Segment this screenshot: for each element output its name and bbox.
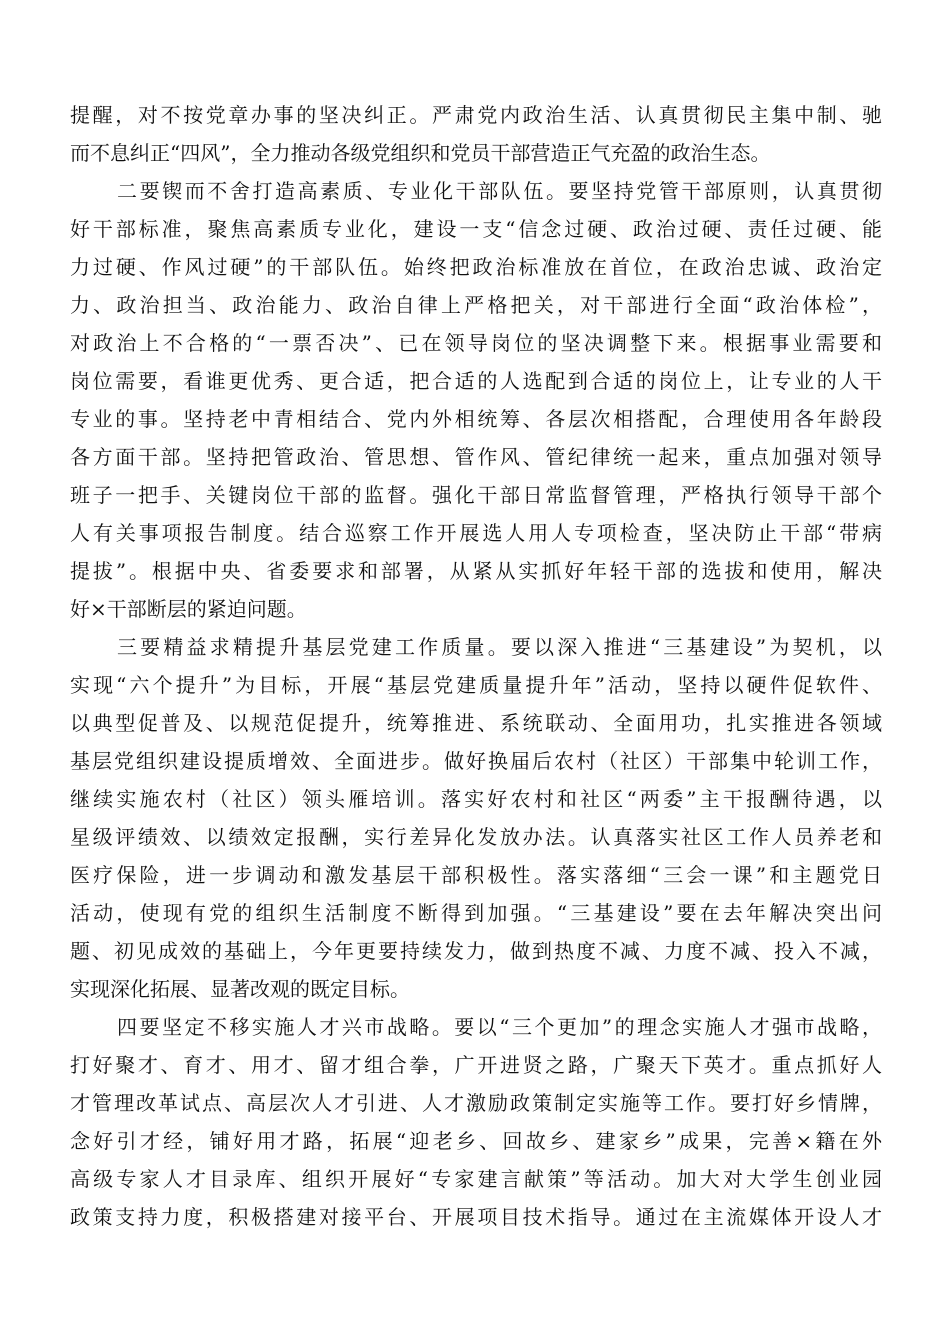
text-line: 实现深化拓展、显著改观的既定目标。	[70, 977, 410, 1001]
text-line: 念好引才经，铺好用才路，拓展“迎老乡、回故乡、建家乡”成果，完善×籍在外	[70, 1129, 882, 1153]
text-line: 星级评绩效、以绩效定报酬，实行差异化发放办法。认真落实社区工作人员养老和	[70, 825, 882, 849]
text-line: 好干部标准，聚焦高素质专业化，建设一支“信念过硬、政治过硬、责任过硬、能	[70, 217, 882, 241]
document-body	[70, 96, 882, 1236]
text-line: 四要坚定不移实施人才兴市战略。要以“三个更加”的理念实施人才强市战略，	[117, 1015, 882, 1039]
text-line: 才管理改革试点、高层次人才引进、人才激励政策制定实施等工作。要打好乡情牌，	[70, 1091, 882, 1115]
text-line: 提拔”。根据中央、省委要求和部署，从紧从实抓好年轻干部的选拔和使用，解决	[70, 559, 882, 583]
text-line: 以典型促普及、以规范促提升，统筹推进、系统联动、全面用功，扎实推进各领域	[70, 711, 882, 735]
text-line: 实现“六个提升”为目标，开展“基层党建质量提升年”活动，坚持以硬件促软件、	[70, 673, 882, 697]
text-line: 打好聚才、育才、用才、留才组合拳，广开进贤之路，广聚天下英才。重点抓好人	[70, 1053, 882, 1077]
text-line: 基层党组织建设提质增效、全面进步。做好换届后农村（社区）干部集中轮训工作，	[70, 749, 882, 773]
text-line: 医疗保险，进一步调动和激发基层干部积极性。落实落细“三会一课”和主题党日	[70, 863, 882, 887]
text-line: 高级专家人才目录库、组织开展好“专家建言献策”等活动。加大对大学生创业园	[70, 1167, 882, 1191]
text-line: 三要精益求精提升基层党建工作质量。要以深入推进“三基建设”为契机，以	[117, 635, 882, 659]
text-line: 好×干部断层的紧迫问题。	[70, 597, 307, 621]
text-line: 题、初见成效的基础上，今年更要持续发力，做到热度不减、力度不减、投入不减，	[70, 939, 882, 963]
text-line: 继续实施农村（社区）领头雁培训。落实好农村和社区“两委”主干报酬待遇，以	[70, 787, 882, 811]
text-line: 政策支持力度，积极搭建对接平台、开展项目技术指导。通过在主流媒体开设人才	[70, 1205, 882, 1229]
text-line: 专业的事。坚持老中青相结合、党内外相统筹、各层次相搭配，合理使用各年龄段	[70, 407, 882, 431]
text-line: 力、政治担当、政治能力、政治自律上严格把关，对干部进行全面“政治体检”，	[70, 293, 882, 317]
text-line: 各方面干部。坚持把管政治、管思想、管作风、管纪律统一起来，重点加强对领导	[70, 445, 882, 469]
text-line: 人有关事项报告制度。结合巡察工作开展选人用人专项检查，坚决防止干部“带病	[70, 521, 882, 545]
text-line: 而不息纠正“四风”，全力推动各级党组织和党员干部营造正气充盈的政治生态。	[70, 141, 771, 165]
text-line: 提醒，对不按党章办事的坚决纠正。严肃党内政治生活、认真贯彻民主集中制、驰	[70, 103, 882, 127]
text-line: 活动，使现有党的组织生活制度不断得到加强。“三基建设”要在去年解决突出问	[70, 901, 882, 925]
text-line: 力过硬、作风过硬”的干部队伍。始终把政治标准放在首位，在政治忠诚、政治定	[70, 255, 882, 279]
text-line: 岗位需要，看谁更优秀、更合适，把合适的人选配到合适的岗位上，让专业的人干	[70, 369, 882, 393]
text-line: 对政治上不合格的“一票否决”、已在领导岗位的坚决调整下来。根据事业需要和	[70, 331, 882, 355]
text-line: 班子一把手、关键岗位干部的监督。强化干部日常监督管理，严格执行领导干部个	[70, 483, 882, 507]
text-line: 二要锲而不舍打造高素质、专业化干部队伍。要坚持党管干部原则，认真贯彻	[117, 179, 882, 203]
